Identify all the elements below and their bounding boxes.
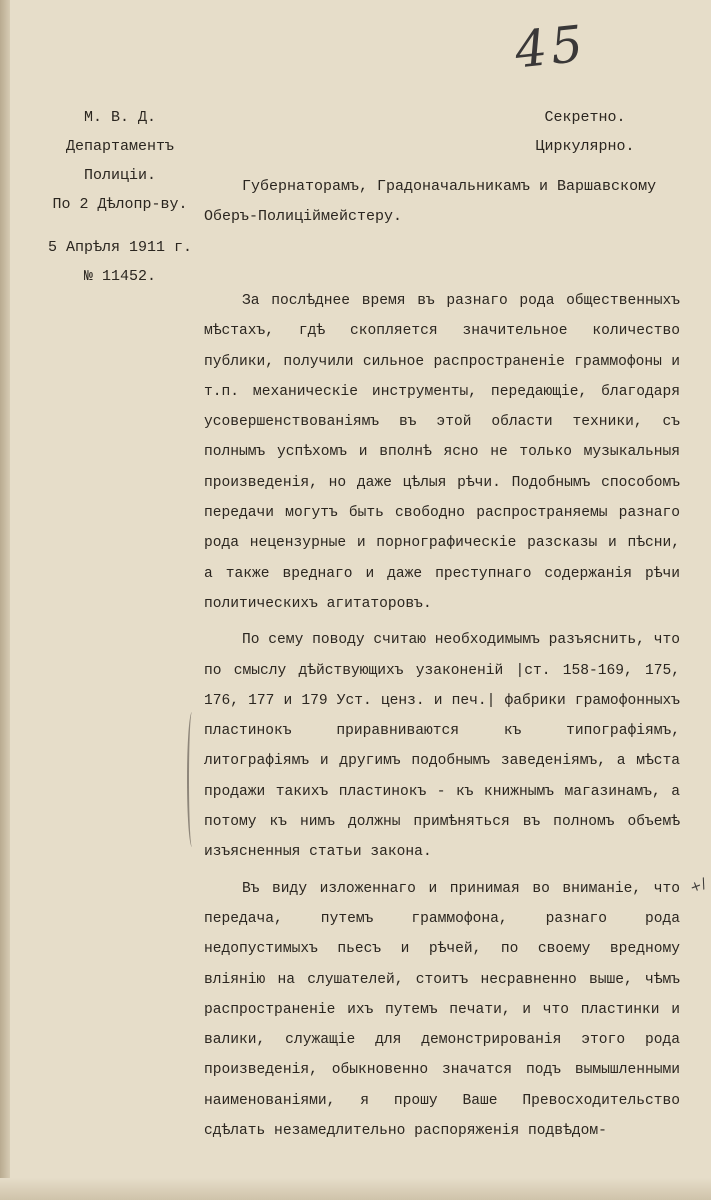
margin-pencil-mark: +/ xyxy=(687,875,709,897)
archive-page-number: 45 xyxy=(512,14,590,80)
body-paragraph-2: По сему поводу считаю необходимымъ разъяснить, что по смыслу дѣйствующихъ узаконеній |ст. 158-169, 175, 176, 177 и 179 Уст. ценз. и печ.| фабрики грамофонныхъ пластинокъ приравниваются къ типографiямъ, литографiямъ и другимъ подобнымъ заведенiямъ, а мѣста продажи такихъ пластинокъ - къ книжнымъ магазинамъ, а потому къ нимъ должны примѣняться въ полномъ объемѣ изъясненныя статьи закона. xyxy=(204,632,680,861)
ministry-line: М. В. Д. xyxy=(83,109,156,126)
margin-bracket-mark xyxy=(187,712,197,847)
letter-body xyxy=(204,286,680,1152)
page-left-edge xyxy=(0,0,10,1200)
addressee-line-2: Оберъ-Полицiймейстеру. xyxy=(204,208,403,225)
body-paragraph-1: За послѣднее время въ разнаго рода общественныхъ мѣстахъ, гдѣ скопляется значительное количество публики, получили сильное распространеніе граммофоны и т.п. механическіе инструменты, передающіе, благодаря усовершенствованiямъ въ этой области техники, съ полнымъ успѣхомъ и вполнѣ ясно не только музыкальныя произведенія, но даже цѣлыя рѣчи. Подобнымъ способомъ передачи могутъ быть свободно распространяемы разнаго рода нецензурные и порнографическіе разсказы и пѣсни, а также вреднаго и даже преступнаго содержанія рѣчи политическихъ агитаторовъ. xyxy=(204,293,680,612)
circular-mark: Циркулярно. xyxy=(535,138,635,155)
police-line: Полиціи. xyxy=(83,167,156,184)
division-line: По 2 Дѣлопр-ву. xyxy=(52,196,188,213)
sender-block xyxy=(40,103,200,291)
document-number: № 11452. xyxy=(83,268,156,285)
document-date: 5 Апрѣля 1911 г. xyxy=(47,239,193,256)
page-bottom-edge xyxy=(0,1178,711,1200)
addressee-block xyxy=(204,172,682,232)
classification-block xyxy=(520,103,650,161)
department-line: Департаментъ xyxy=(65,138,175,155)
body-paragraph-3: Въ виду изложеннаго и принимая во вниманіе, что передача, путемъ граммофона, разнаго рода недопустимыхъ пьесъ и рѣчей, по своему вредному вліянію на слушателей, стоитъ несравненно выше, чѣмъ распространеніе ихъ путемъ печати, и что пластинки и валики, служащіе для демонстрированія этого рода произведенія, обыкновенно значатся подъ вымышленными наименованiями, я прошу Ваше Превосходительство сдѣлать незамедлительно распоряженія подвѣдом- xyxy=(204,880,680,1140)
secrecy-mark: Секретно. xyxy=(544,109,626,126)
addressee-line-1: Губернаторамъ, Градоначальникамъ и Варшавскому xyxy=(242,178,657,195)
